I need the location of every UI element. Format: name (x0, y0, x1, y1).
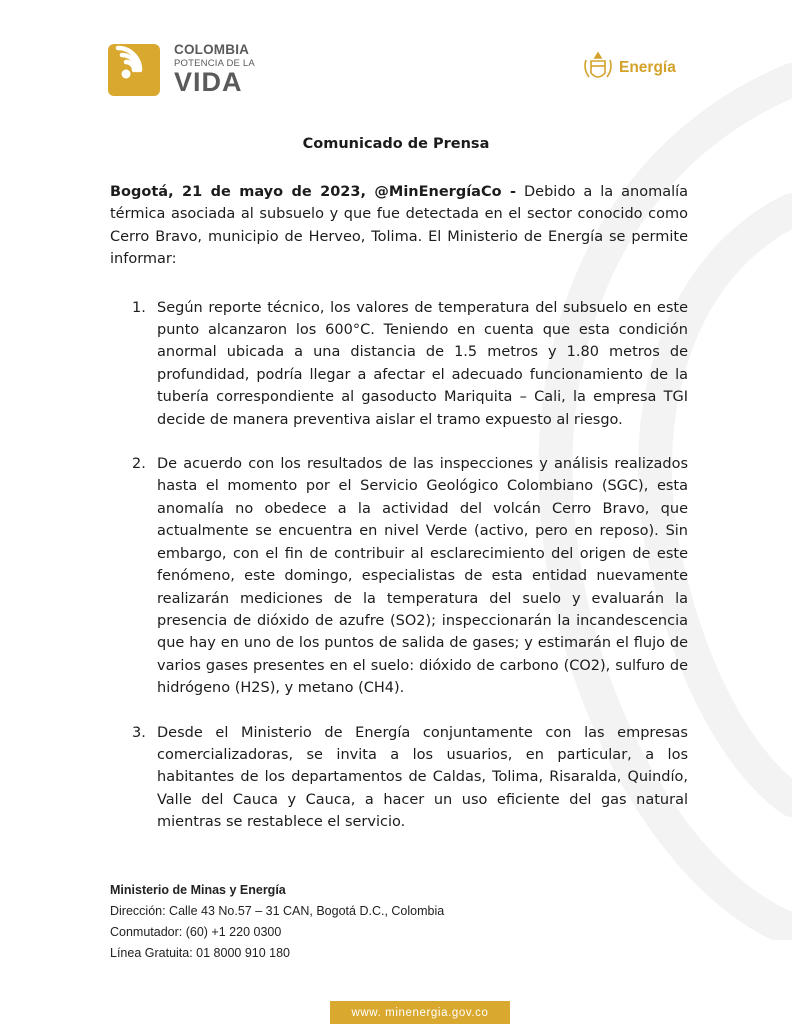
list-item (110, 297, 688, 431)
ministry-logo (583, 50, 676, 86)
list-item-text: Desde el Ministerio de Energía conjuntamente con las empresas comercializadoras, se invita a los usuarios, en particular, a los habitantes de los departamentos de Caldas, Tolima, Risaralda, Quindío, Valle del Cauca y Cauca, a hacer un uso eficiente del gas natural mientras se restablece el servicio. (157, 724, 688, 831)
list-item (110, 453, 688, 699)
footer-phone: Conmutador: (60) +1 220 0300 (110, 925, 282, 939)
logo-wordmark (174, 42, 255, 96)
document-title: Comunicado de Prensa (302, 136, 490, 152)
coat-of-arms-icon (583, 51, 613, 85)
list-item-number: 2. (132, 456, 146, 473)
colombia-logo (108, 42, 268, 98)
footer-address: Dirección: Calle 43 No.57 – 31 CAN, Bogotá D.C., Colombia (110, 904, 445, 918)
website-bar (330, 1001, 510, 1024)
footer-org: Ministerio de Minas y Energía (110, 883, 286, 897)
list-item-text: De acuerdo con los resultados de las inspecciones y análisis realizados hasta el momento por el Servicio Geológico Colombiano (SGC), esta anomalía no obedece a la actividad del volcán Cerro Bravo, que actualmente se encuentra en nivel Verde (activo, pero en reposo). Sin embargo, con el fin de contribuir al esclarecimiento del origen de este fenómeno, este domingo, especialistas de esta entidad nuevamente realizarán mediciones de la temperatura del suelo y evaluarán la presencia de dióxido de azufre (SO2); inspeccionarán la incandescencia que hay en uno de los puntos de salida de gases; y estimarán el flujo de varios gases presentes en el suelo: dióxido de carbono (CO2), sulfuro de hidrógeno (H2S), y metano (CH4). (157, 456, 688, 697)
ministry-label: Energía (619, 59, 676, 76)
intro-text: Debido a la anomalía térmica asociada al subsuelo y que fue detectada en el sector conocido como Cerro Bravo, municipio de Herveo, Tolima. El Ministerio de Energía se permite informar: (110, 184, 689, 268)
logo-line-potencia: POTENCIA DE LA (174, 57, 255, 69)
logo-line-colombia: COLOMBIA (174, 42, 250, 57)
intro-paragraph (110, 181, 688, 271)
logo-waves-icon (108, 42, 166, 98)
numbered-list (110, 297, 688, 834)
list-item-number: 1. (132, 299, 146, 316)
document-body (110, 181, 688, 834)
list-item-text: Según reporte técnico, los valores de temperatura del subsuelo en este punto alcanzaron los 600°C. Teniendo en cuenta que esta condición anormal ubicada a una distancia de 1.5 metros y 1.80 metros de profundidad, podría llegar a afectar el adecuado funcionamiento de la tubería correspondiente al gasoducto Mariquita – Cali, la empresa TGI decide de manera preventiva aislar el tramo expuesto al riesgo. (157, 299, 688, 428)
list-item (110, 722, 688, 834)
logo-line-vida: VIDA (174, 67, 243, 97)
list-item-number: 3. (132, 724, 146, 741)
intro-lead: Bogotá, 21 de mayo de 2023, @MinEnergíaCo - (110, 184, 517, 200)
contact-footer (110, 880, 444, 964)
website-link[interactable]: www. minenergia.gov.co (351, 1006, 489, 1019)
footer-toll-free: Línea Gratuita: 01 8000 910 180 (110, 946, 291, 960)
